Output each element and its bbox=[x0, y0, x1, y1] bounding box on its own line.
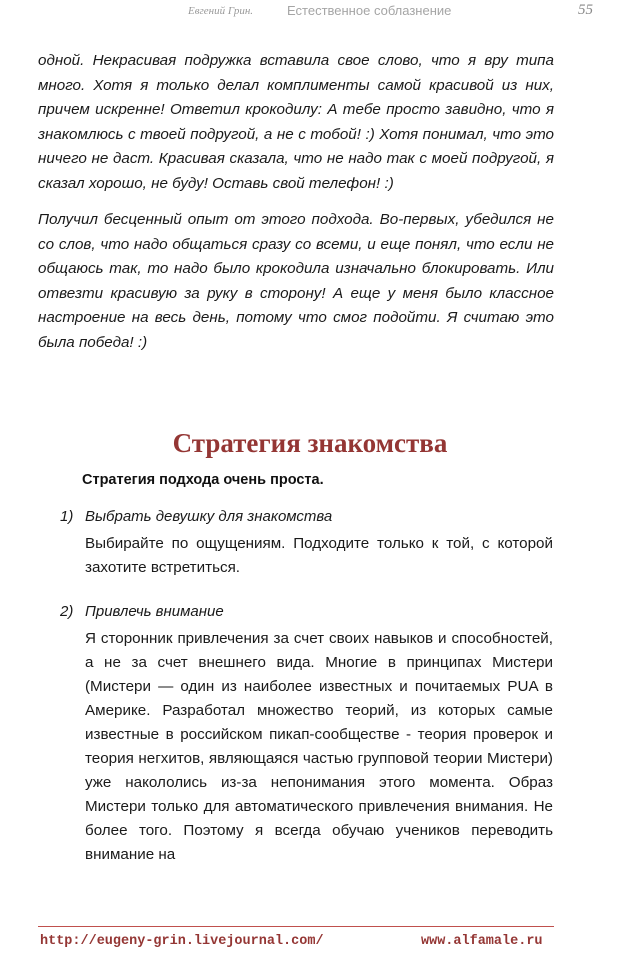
header-author: Евгений Грин. bbox=[188, 5, 254, 17]
paragraph: одной. Некрасивая подружка вставила свое слово, что я вру типа много. Хотя я только делал комплименты самой красивой из них, причем искренне! Ответил крокодилу: А тебе просто завидно, что я знакомлюсь с твоей подругой, а не с тобой! :) Хотя понимал, что это ничего не даст. Красивая сказала, что не надо так с моей подругой, я сказал хорошо, не буду! Оставь свой телефон! :) bbox=[38, 52, 554, 192]
list-item-title: Привлечь внимание bbox=[85, 603, 224, 620]
section-lead: Стратегия подхода очень проста. bbox=[82, 472, 324, 488]
footer-link-alfamale[interactable]: www.alfamale.ru bbox=[421, 934, 543, 949]
footer-divider bbox=[38, 926, 554, 927]
page-number: 55 bbox=[578, 2, 593, 18]
list-item-body: Выбирайте по ощущениям. Подходите только к той, с которой захотите встретиться. bbox=[85, 535, 553, 576]
list-item-body: Я сторонник привлечения за счет своих навыков и способностей, а не за счет внешнего вида. Многие в принципах Мистери (Мистери — один из наиболее известных и почитаемых PUA в Америке. Разработал множество теорий, из которых самые известные в российском пикап-сообществе - теория проверок и теория негхитов, являющаяся частью групповой теории Мистери) уже накололись из-за непонимания этого момента. Образ Мистери только для автоматического привлечения внимания. Не более того. Поэтому я всегда обучаю учеников переводить внимание на bbox=[85, 630, 553, 863]
header-book-title: Естественное соблазнение bbox=[287, 3, 452, 18]
footer-link-livejournal[interactable]: http://eugeny-grin.livejournal.com/ bbox=[40, 934, 324, 949]
list-item-number: 1) bbox=[60, 508, 74, 525]
section-title: Стратегия знакомства bbox=[172, 428, 448, 458]
list-item-title: Выбрать девушку для знакомства bbox=[85, 508, 333, 525]
paragraph: Получил бесценный опыт от этого подхода. Во-первых, убедился не со слов, что надо общаться сразу со всеми, и еще понял, что если не общаюсь так, то надо было крокодила изначально блокировать. Или отвезти красивую за руку в сторону! А еще у меня было классное настроение на весь день, потому что смог подойти. Я считаю это была победа! :) bbox=[38, 211, 554, 351]
list-item-number: 2) bbox=[60, 603, 74, 620]
